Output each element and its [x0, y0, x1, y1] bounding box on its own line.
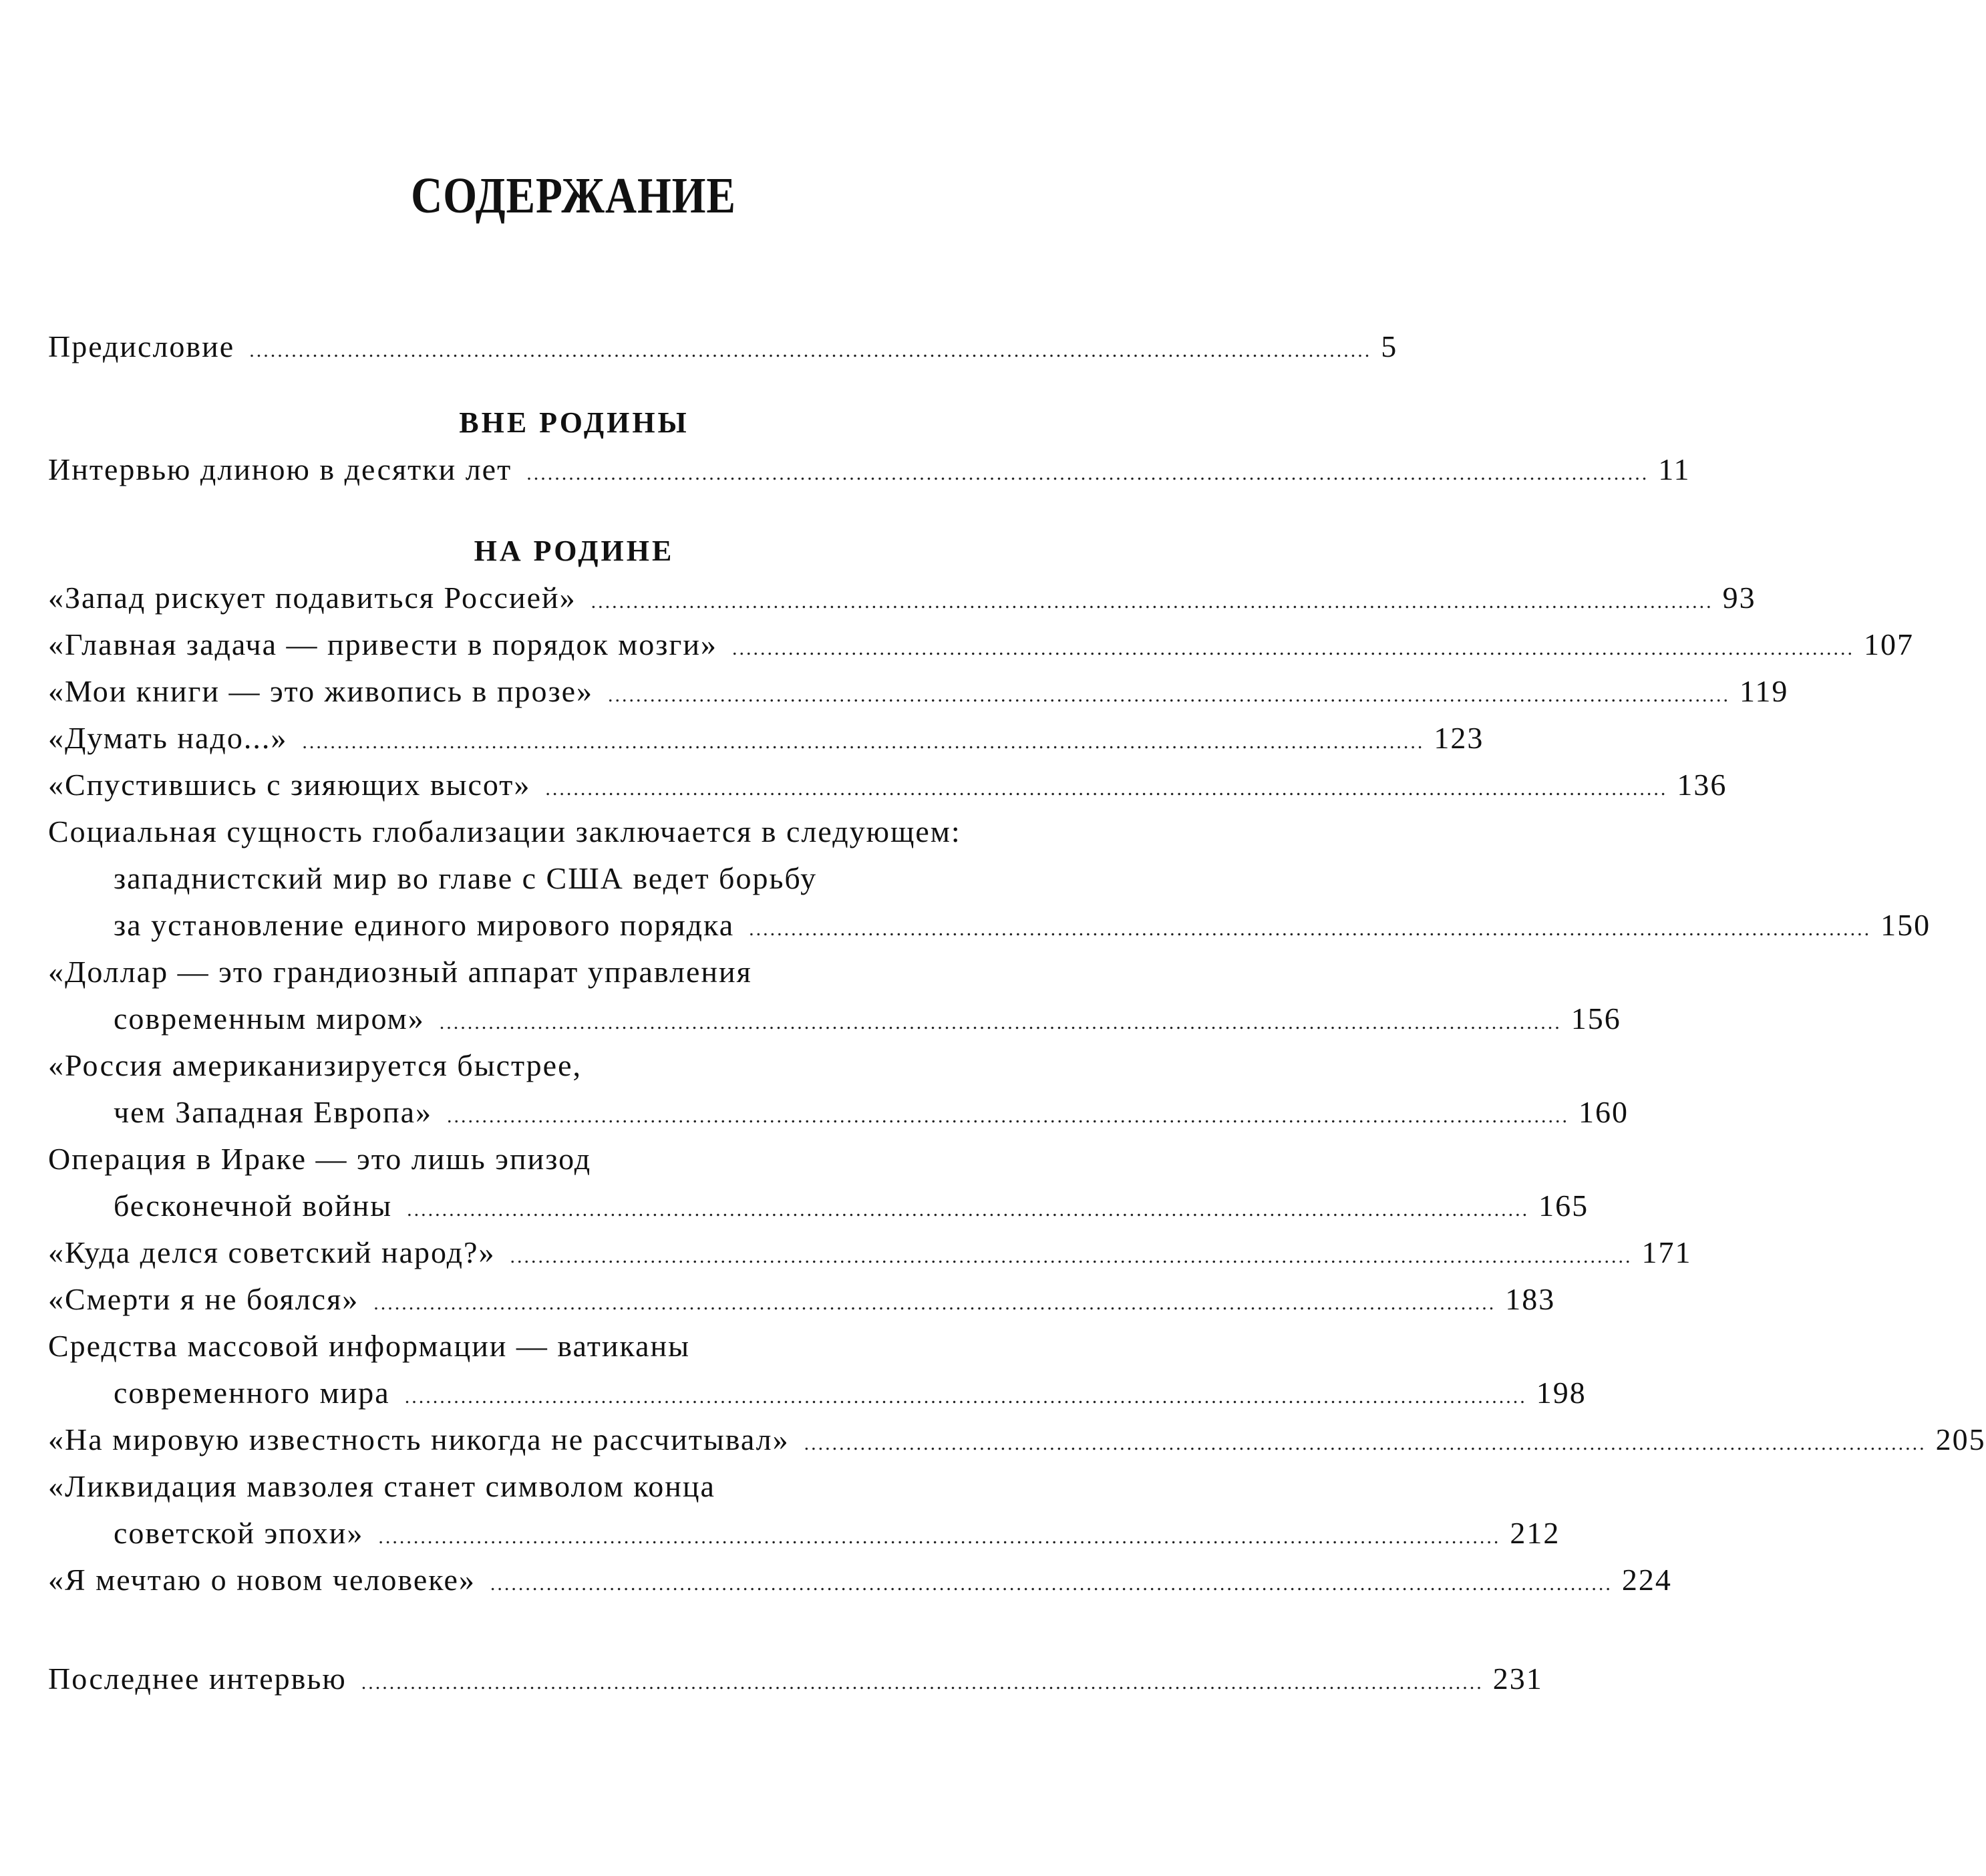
toc-entry-title: Последнее интервью — [48, 1662, 347, 1696]
toc-entry-line — [48, 1276, 1556, 1323]
dot-leader: ................................................................................................................................................................ — [490, 1573, 1613, 1595]
toc-entry-title: Операция в Ираке — это лишь эпизод — [48, 1142, 592, 1176]
page-number: 198 — [1536, 1376, 1587, 1410]
dot-leader: ................................................................................................................................................................ — [249, 339, 1372, 361]
toc-entry-title: «Куда делся советский народ?» — [48, 1235, 496, 1269]
toc-entry[interactable] — [48, 1557, 1672, 1603]
dot-leader: ................................................................................................................................................................ — [361, 1672, 1484, 1694]
dot-leader: ................................................................................................................................................................ — [510, 1245, 1633, 1267]
dot-leader: ................................................................................................................................................................ — [591, 591, 1713, 613]
page-number: 171 — [1641, 1235, 1692, 1269]
toc-entry[interactable] — [48, 1463, 1560, 1557]
dot-leader: ................................................................................................................................................................ — [749, 918, 1872, 940]
toc-entry-title: бесконечной войны — [114, 1189, 393, 1223]
dot-leader: ................................................................................................................................................................ — [608, 684, 1731, 706]
toc-entry[interactable] — [48, 949, 1621, 1042]
toc-entry-title: «Ликвидация мавзолея станет символом конца — [48, 1469, 715, 1503]
table-of-contents — [48, 323, 1986, 1702]
toc-entry[interactable] — [48, 575, 1756, 621]
page-number: 224 — [1621, 1563, 1672, 1597]
toc-entry-line — [48, 762, 1727, 808]
toc-entry-line — [48, 1416, 1986, 1463]
toc-entry-line — [48, 949, 1100, 995]
toc-entry[interactable] — [48, 1323, 1587, 1416]
toc-entry-line — [48, 808, 1100, 855]
dot-leader: ................................................................................................................................................................ — [526, 462, 1649, 484]
toc-entry-title: чем Западная Европа» — [114, 1095, 432, 1129]
toc-entry-line — [48, 1089, 1629, 1136]
toc-entry-line — [48, 1136, 1100, 1183]
toc-entry[interactable] — [48, 446, 1691, 493]
section-entries — [48, 575, 1986, 1603]
toc-entry-line — [48, 1042, 1100, 1089]
page-number: 136 — [1677, 768, 1727, 802]
dot-leader: ................................................................................................................................................................ — [373, 1292, 1496, 1314]
toc-entry-title: Социальная сущность глобализации заключается в следующем: — [48, 814, 961, 848]
page-number: 183 — [1505, 1282, 1556, 1316]
toc-entry-title: за установление единого мирового порядка — [114, 908, 735, 942]
page-number: 107 — [1863, 627, 1914, 661]
toc-entry-title: «Спустившись с зияющих высот» — [48, 768, 531, 802]
section-heading: ВНЕ РОДИНЫ — [459, 406, 689, 439]
page-number: 231 — [1492, 1662, 1543, 1696]
toc-entry-line — [48, 1370, 1587, 1416]
toc-entry-line — [48, 855, 1100, 902]
toc-entry-title: «Смерти я не боялся» — [48, 1282, 359, 1316]
toc-entry-title: современным миром» — [114, 1001, 425, 1036]
dot-leader: ................................................................................................................................................................ — [731, 637, 1854, 659]
toc-entry[interactable] — [48, 808, 1931, 949]
toc-entry-preface[interactable] — [48, 323, 1398, 370]
toc-entry-title: «Думать надо...» — [48, 721, 288, 755]
toc-entry-line — [48, 1510, 1560, 1557]
section-heading: НА РОДИНЕ — [474, 534, 675, 567]
toc-entry-title: «Главная задача — привести в порядок мозги» — [48, 627, 717, 661]
page-number: 119 — [1740, 674, 1789, 708]
toc-entry-line — [48, 1229, 1692, 1276]
dot-leader: ................................................................................................................................................................ — [302, 731, 1425, 753]
toc-entry[interactable] — [48, 1136, 1589, 1229]
toc-entry-line — [48, 1323, 1100, 1370]
dot-leader: ................................................................................................................................................................ — [447, 1105, 1569, 1127]
page-number: 205 — [1935, 1422, 1986, 1456]
toc-entry-title: Предисловие — [48, 329, 235, 363]
toc-entry-line — [48, 575, 1756, 621]
toc-entry[interactable] — [48, 621, 1914, 668]
toc-entry-title: «Мои книги — это живопись в прозе» — [48, 674, 594, 708]
page-number: 160 — [1579, 1095, 1629, 1129]
toc-entry-title: Интервью длиною в десятки лет — [48, 452, 512, 486]
page-number: 123 — [1434, 721, 1484, 755]
page-number: 212 — [1510, 1516, 1560, 1550]
toc-entry[interactable] — [48, 762, 1727, 808]
toc-entry-line — [48, 1557, 1672, 1603]
toc-entry-title: «Доллар — это грандиозный аппарат управления — [48, 955, 752, 989]
toc-entry-title: современного мира — [114, 1376, 390, 1410]
toc-entry-line — [48, 1183, 1589, 1229]
toc-entry[interactable] — [48, 1276, 1556, 1323]
page-number: 93 — [1722, 581, 1756, 615]
page-number: 150 — [1880, 908, 1931, 942]
toc-entry-line — [48, 715, 1484, 762]
toc-entry[interactable] — [48, 1042, 1629, 1136]
dot-leader: ................................................................................................................................................................ — [804, 1432, 1927, 1454]
dot-leader: ................................................................................................................................................................ — [545, 778, 1668, 800]
toc-entry[interactable] — [48, 1229, 1692, 1276]
page-number: 165 — [1538, 1189, 1589, 1223]
toc-entry-title: западнистский мир во главе с США ведет борьбу — [114, 861, 818, 895]
dot-leader: ................................................................................................................................................................ — [404, 1386, 1527, 1408]
toc-entry-line — [48, 995, 1621, 1042]
page-number: 5 — [1381, 329, 1398, 363]
toc-entry[interactable] — [48, 1416, 1986, 1463]
toc-entry-title: «Я мечтаю о новом человеке» — [48, 1563, 476, 1597]
toc-entry-final[interactable] — [48, 1656, 1543, 1702]
toc-entry-title: «На мировую известность никогда не рассчитывал» — [48, 1422, 790, 1456]
toc-entry-title: советской эпохи» — [114, 1516, 364, 1550]
toc-entry-line — [48, 902, 1931, 949]
page-title: СОДЕРЖАНИЕ — [411, 168, 736, 224]
toc-entry-title: «Россия американизируется быстрее, — [48, 1048, 583, 1082]
page-number: 156 — [1570, 1001, 1621, 1036]
dot-leader: ................................................................................................................................................................ — [378, 1526, 1501, 1548]
toc-entry-title: «Запад рискует подавиться Россией» — [48, 581, 576, 615]
section-entries — [48, 446, 1691, 493]
toc-entry[interactable] — [48, 715, 1484, 762]
dot-leader: ................................................................................................................................................................ — [439, 1011, 1562, 1034]
toc-entry-line — [48, 621, 1914, 668]
toc-entry-line — [48, 1463, 1100, 1510]
toc-entry[interactable] — [48, 668, 1789, 715]
dot-leader: ................................................................................................................................................................ — [407, 1199, 1530, 1221]
toc-entry-line — [48, 446, 1691, 493]
page-number: 11 — [1658, 452, 1691, 486]
toc-entry-line — [48, 668, 1789, 715]
toc-entry-title: Средства массовой информации — ватиканы — [48, 1329, 691, 1363]
